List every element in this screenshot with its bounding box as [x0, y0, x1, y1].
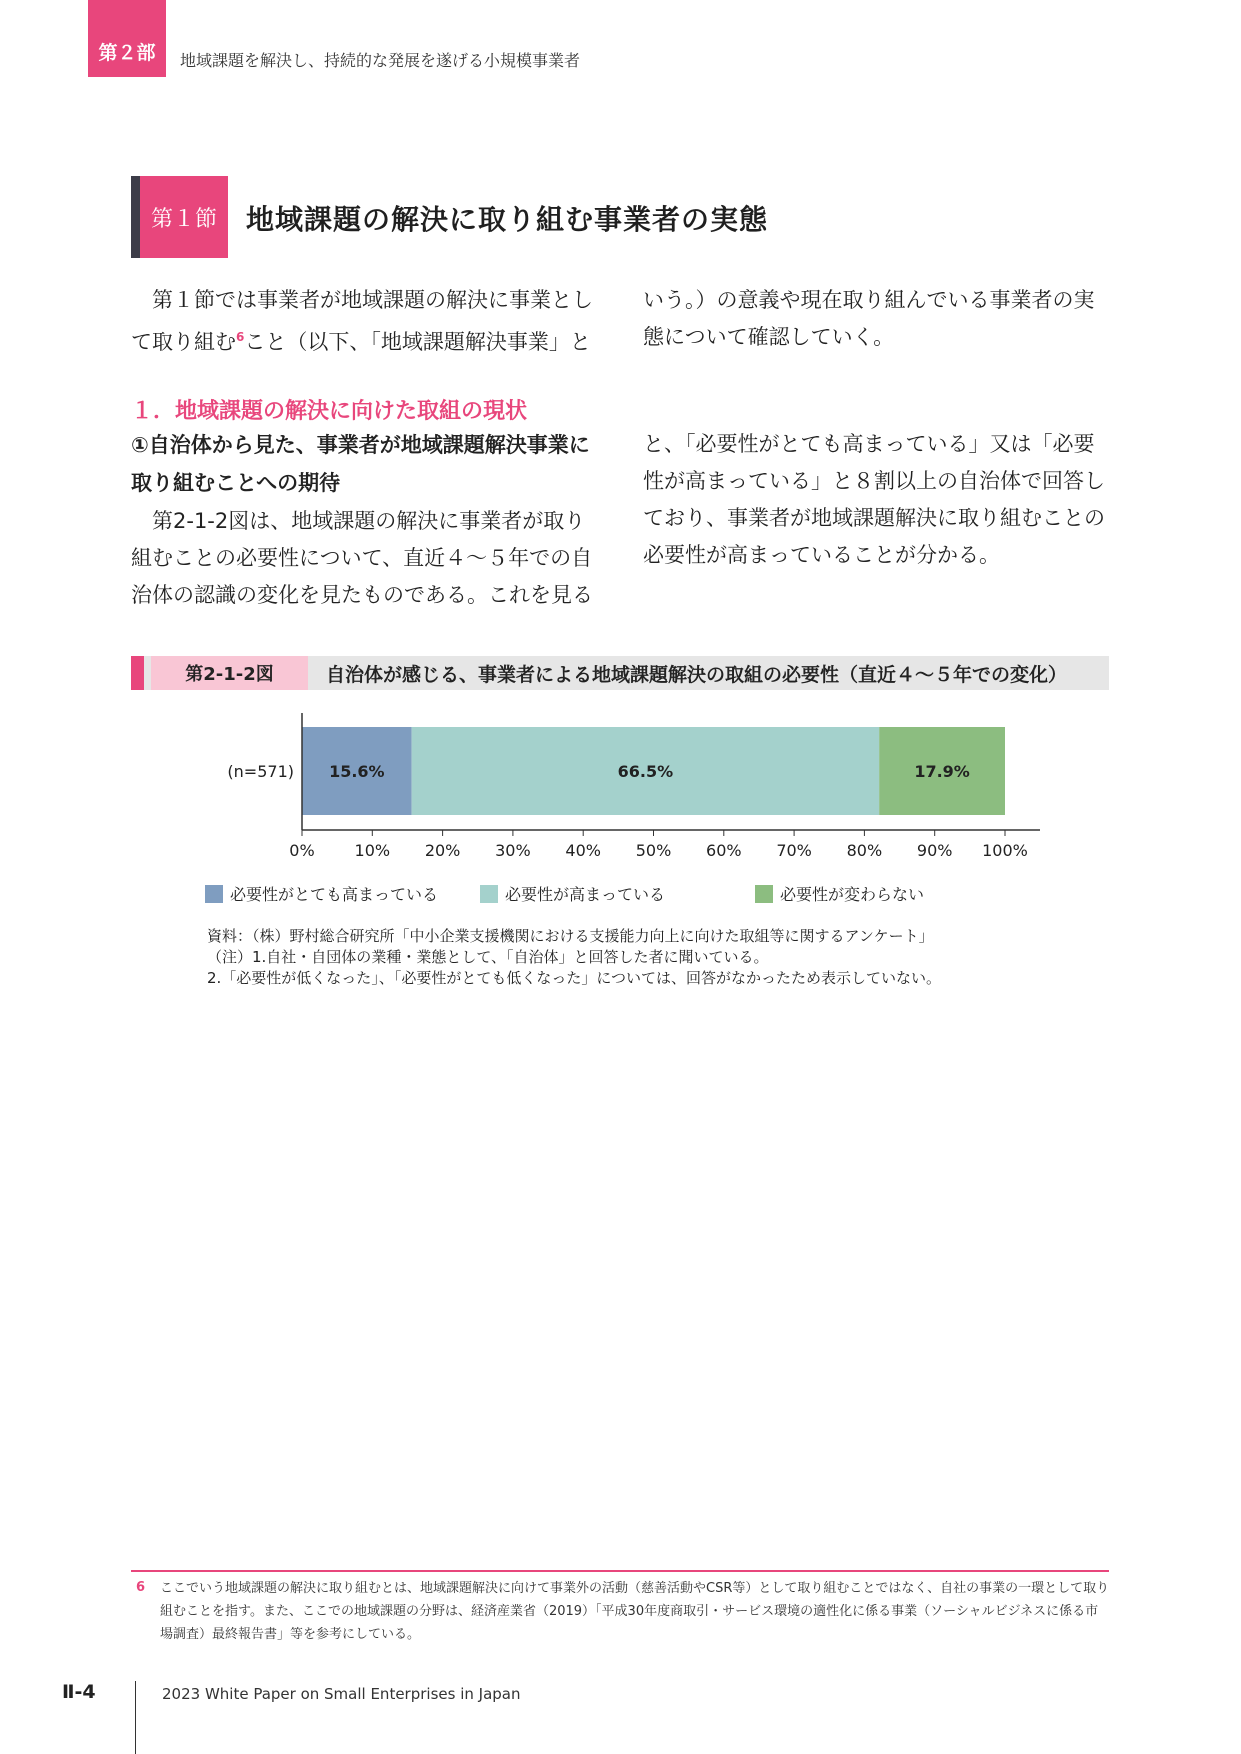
section-number: 第１節: [150, 206, 217, 232]
x-tick-label: 70%: [776, 841, 812, 860]
page-number: Ⅱ-4: [62, 1681, 96, 1703]
subsection-heading: １．地域課題の解決に向けた取組の現状: [131, 399, 528, 424]
footnote-divider: [131, 1570, 1109, 1572]
figure-note-2: 2.「必要性が低くなった」、「必要性がとても低くなった」については、回答がなかったため表示していない。: [207, 969, 942, 987]
legend-item-unchanged: [755, 882, 924, 905]
x-tick-label: 30%: [495, 841, 531, 860]
x-tick-label: 50%: [635, 841, 672, 860]
x-tick-label: 10%: [354, 841, 391, 860]
legend-item-high: [480, 882, 665, 905]
legend-swatch: [755, 885, 773, 903]
legend-label: 必要性が高まっている: [505, 885, 666, 904]
x-tick-label: 60%: [706, 841, 742, 860]
intro-paragraph-right: いう。）の意義や現在取り組んでいる事業者の実態について確認していく。: [643, 288, 1095, 349]
x-tick-label: 20%: [424, 841, 461, 860]
part-title: 地域課題を解決し、持続的な発展を遂げる小規模事業者: [180, 51, 581, 70]
data-label: 15.6%: [329, 762, 385, 781]
legend-swatch: [205, 885, 223, 903]
figure-note-1: （注）1.自社・自団体の業種・業態として、「自治体」と回答した者に聞いている。: [207, 948, 769, 966]
section-title: 地域課題の解決に取り組む事業者の実態: [246, 203, 769, 236]
x-tick-label: 80%: [846, 841, 883, 860]
figure-title: 自治体が感じる、事業者による地域課題解決の取組の必要性（直近４～５年での変化）: [326, 663, 1068, 686]
footnote-reference[interactable]: 6: [236, 330, 245, 344]
category-label: (n=571): [227, 762, 294, 781]
legend-item-very-high: [205, 882, 438, 905]
x-tick-label: 90%: [916, 841, 953, 860]
intro-text-b: こと（以下、「地域課題解決事業」と: [244, 330, 591, 354]
x-tick-label: 100%: [982, 841, 1028, 860]
footnote-text: ここでいう地域課題の解決に取り組むとは、地域課題解決に向けて事業外の活動（慈善活動やCSR等）として取り組むことではなく、自社の事業の一環として取り組むことを指す。また、ここでの地域課題の分野は、経済産業省（2019）「平成30年度商取引・サービス環境の適性化に係る事業（ソーシャルビジネスに係る市場調査）最終報告書」等を参考にしている。: [160, 1581, 1110, 1642]
x-tick-label: 40%: [565, 841, 601, 860]
x-tick-label: 0%: [289, 841, 315, 860]
intro-text-a: 第１節では事業者が地域課題の解決に事業として取り組む: [131, 288, 593, 354]
publication-title: 2023 White Paper on Small Enterprises in Japan: [162, 1685, 521, 1703]
footer-divider: [135, 1681, 136, 1754]
data-label: 17.9%: [914, 762, 970, 781]
item-heading: ①自治体から見た、事業者が地域課題解決事業に取り組むことへの期待: [131, 433, 590, 495]
footnote-number: 6: [136, 1580, 146, 1595]
body-paragraph-left: 第2-1-2図は、地域課題の解決に事業者が取り組むことの必要性について、直近４～５年での自治体の認識の変化を見たものである。これを見る: [131, 509, 593, 607]
part-badge: 第２部: [88, 0, 166, 77]
figure-source-note: 資料：（株）野村総合研究所「中小企業支援機関における支援能力向上に向けた取組等に関するアンケート」: [207, 927, 934, 945]
legend-label: 必要性がとても高まっている: [230, 885, 439, 904]
figure-number: 第2-1-2図: [151, 656, 308, 690]
body-paragraph-right: と、「必要性がとても高まっている」又は「必要性が高まっている」と８割以上の自治体で回答しており、事業者が地域課題解決に取り組むことの必要性が高まっていることが分かる。: [643, 432, 1105, 567]
legend-label: 必要性が変わらない: [780, 885, 925, 904]
data-label: 66.5%: [617, 762, 674, 781]
legend-swatch: [480, 885, 498, 903]
